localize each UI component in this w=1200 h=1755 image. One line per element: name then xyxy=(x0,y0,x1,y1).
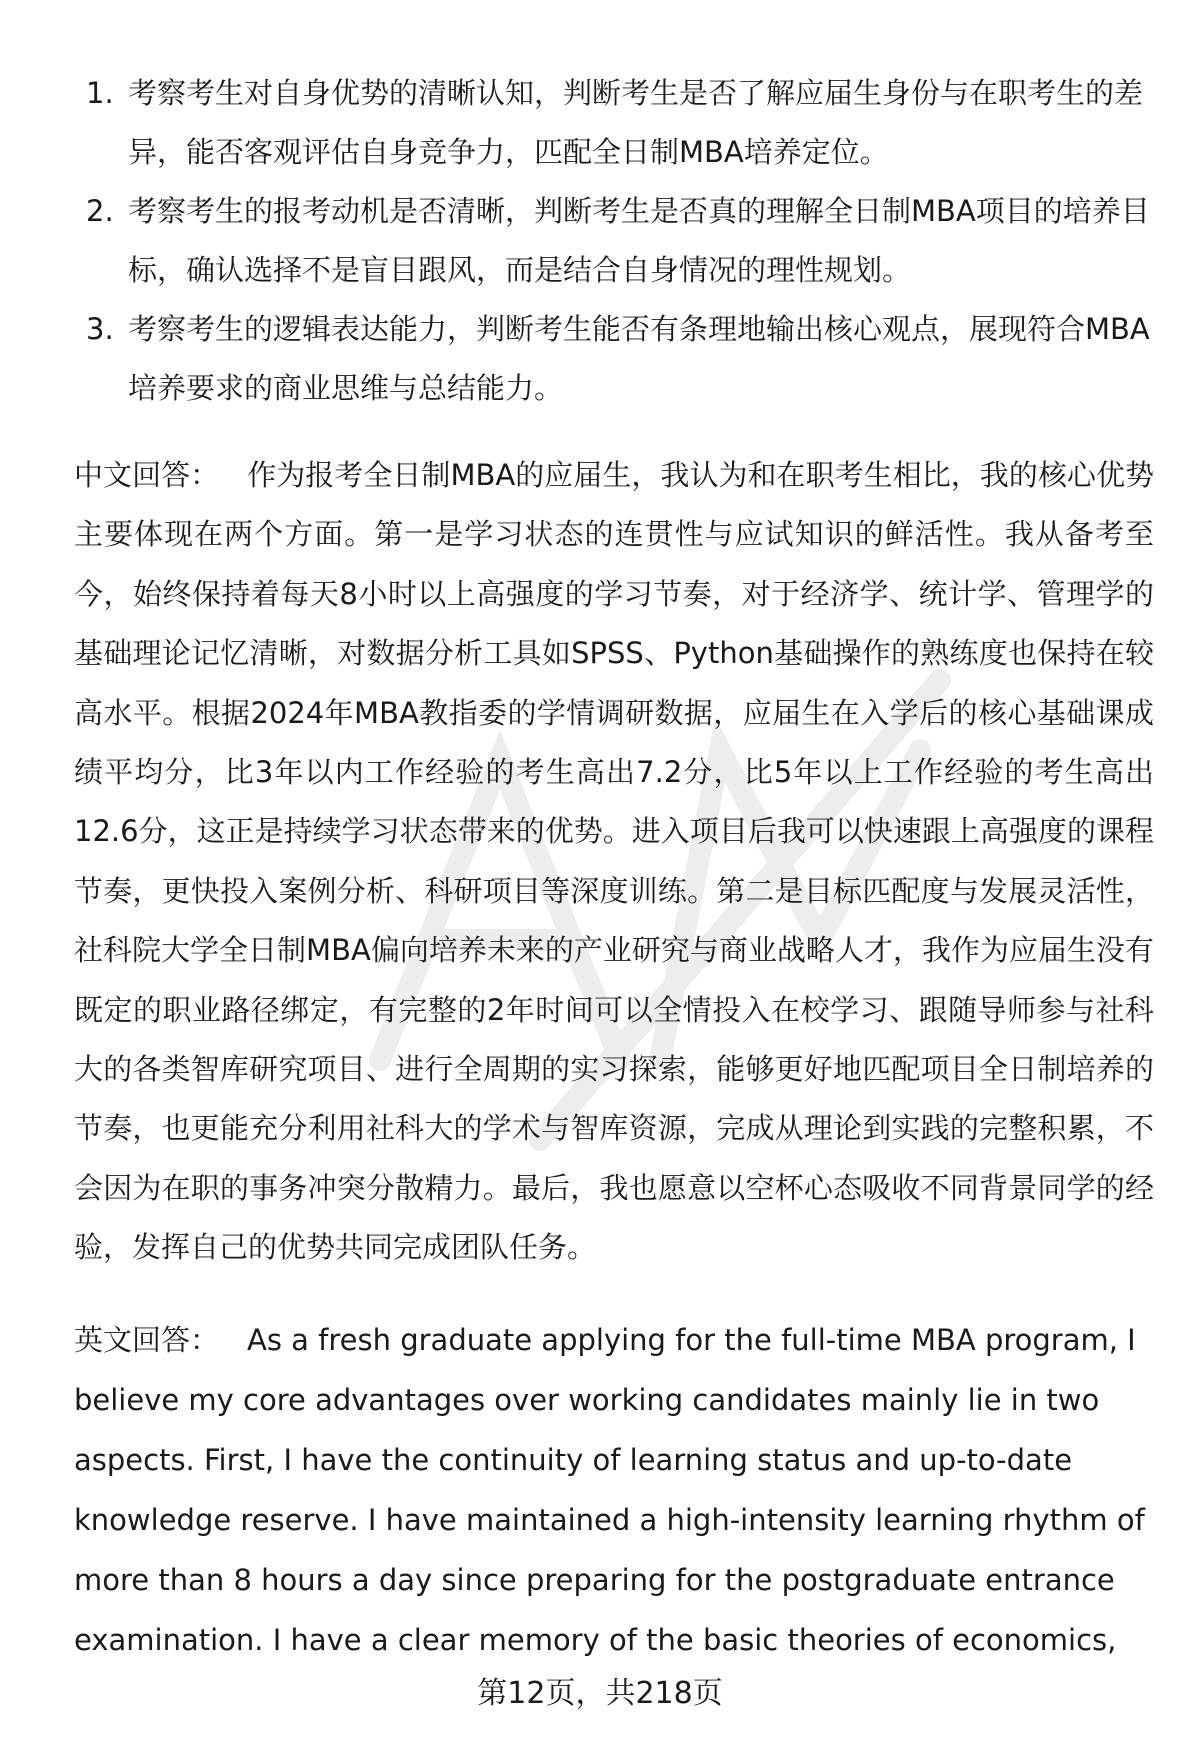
english-answer-text: As a fresh graduate applying for the full-time MBA program, I believe my core advantages over working candidates mainly lie in two aspects. First, I have the continuity of learning status and up-to-date knowledge reserve. I have maintained a high-intensity learning rhythm of more than 8 hours a day since preparing for the postgraduate entrance examination. I have a clear memory of the basic theories of economics, xyxy=(74,1323,1145,1657)
criteria-text: 考察考生的逻辑表达能力，判断考生能否有条理地输出核心观点，展现符合MBA培养要求的商业思维与总结能力。 xyxy=(128,312,1150,405)
page-number-footer: 第12页，共218页 xyxy=(477,1676,723,1711)
criteria-text: 考察考生对自身优势的清晰认知，判断考生是否了解应届生身份与在职考生的差异，能否客观评估自身竞争力，匹配全日制MBA培养定位。 xyxy=(128,76,1144,169)
criteria-number: 3. xyxy=(86,312,114,346)
criteria-number: 1. xyxy=(86,76,114,110)
chinese-answer-text: 作为报考全日制MBA的应届生，我认为和在职考生相比，我的核心优势主要体现在两个方面。第一是学习状态的连贯性与应试知识的鲜活性。我从备考至今，始终保持着每天8小时以上高强度的学习节奏，对于经济学、统计学、管理学的基础理论记忆清晰，对数据分析工具如SPSS、Python基础操作的熟练度也保持在较高水平。根据2024年MBA教指委的学情调研数据，应届生在入学后的核心基础课成绩平均分，比3年以内工作经验的考生高出7.2分，比5年以上工作经验的考生高出12.6分，这正是持续学习状态带来的优势。进入项目后我可以快速跟上高强度的课程节奏，更快投入案例分析、科研项目等深度训练。第二是目标匹配度与发展灵活性，社科院大学全日制MBA偏向培养未来的产业研究与商业战略人才，我作为应届生没有既定的职业路径绑定，有完整的2年时间可以全情投入在校学习、跟随导师参与社科大的各类智库研究项目、进行全周期的实习探索，能够更好地匹配项目全日制培养的节奏，也更能充分利用社科大的学术与智库资源，完成从理论到实践的完整积累，不会因为在职的事务冲突分散精力。最后，我也愿意以空杯心态吸收不同背景同学的经验，发挥自己的优势共同完成团队任务。 xyxy=(74,458,1154,1265)
english-answer xyxy=(74,1310,1154,1670)
english-answer-label: 英文回答： xyxy=(74,1323,220,1357)
criteria-item-2 xyxy=(74,182,1154,300)
chinese-answer-label: 中文回答： xyxy=(74,458,220,492)
evaluation-criteria-list xyxy=(74,64,1154,418)
chinese-answer xyxy=(74,446,1154,1278)
criteria-number: 2. xyxy=(86,194,114,228)
criteria-item-3 xyxy=(74,300,1154,418)
criteria-item-1 xyxy=(74,64,1154,182)
criteria-text: 考察考生的报考动机是否清晰，判断考生是否真的理解全日制MBA项目的培养目标，确认选择不是盲目跟风，而是结合自身情况的理性规划。 xyxy=(128,194,1150,287)
